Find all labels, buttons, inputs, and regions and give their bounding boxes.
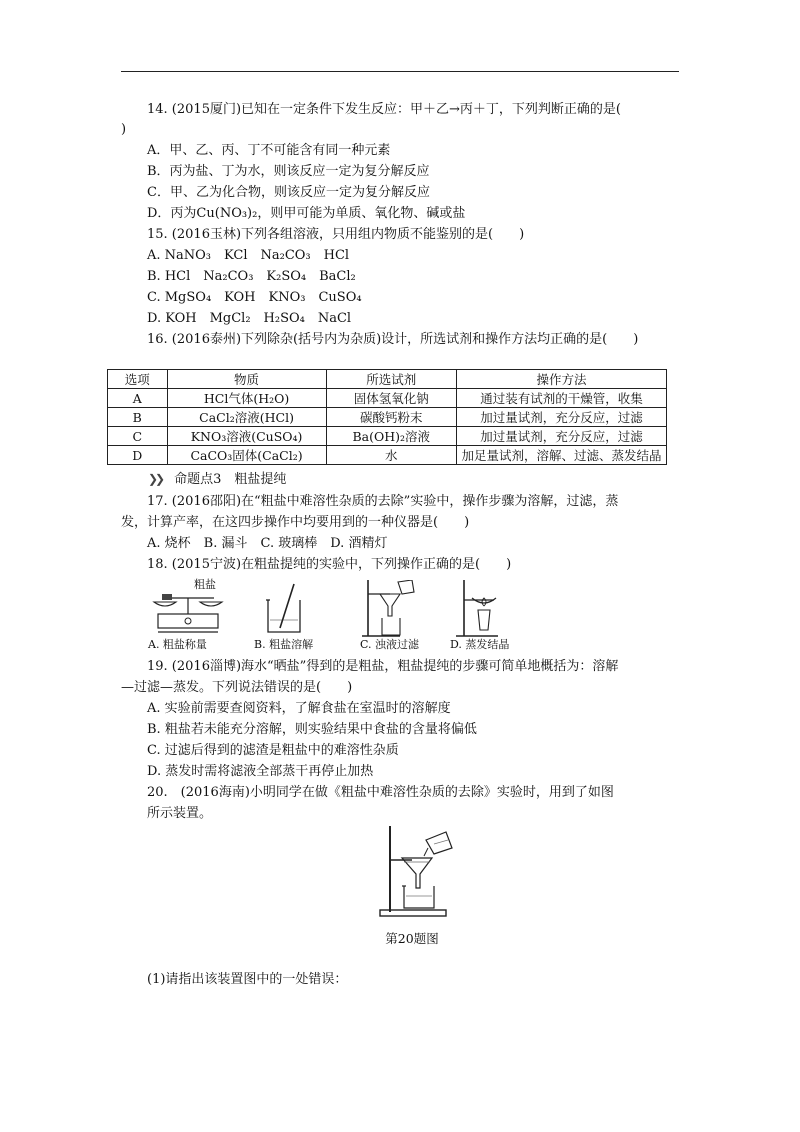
q20-figure-title: 第20题图 [385,931,439,946]
table-cell: CaCO₃固体(CaCl₂) [167,446,326,465]
caption-b: B. 粗盐溶解 [254,638,314,651]
q19-option-a: A. 实验前需要查阅资料，了解食盐在室温时的溶解度 [147,701,451,716]
q17-stem-cont: 发，计算产率，在这四步操作中均要用到的一种仪器是( ) [121,515,470,530]
table-cell: HCl气体(H₂O) [167,389,326,408]
table-row [108,389,667,408]
q19-option-d: D. 蒸发时需将滤液全部蒸干再停止加热 [147,764,374,779]
q20-stem-cont: 所示装置。 [147,806,213,821]
balance-figure [148,580,228,650]
table-cell: B [108,408,168,427]
coarse-salt-label: 粗盐 [194,578,216,591]
beaker-figure [254,580,334,650]
double-chevron-icon: ❯❯ [148,472,163,486]
q18-figures [148,580,508,650]
q14-option-c: C．甲、乙为化合物，则该反应一定为复分解反应 [147,185,430,200]
table-header-cell: 物质 [167,370,326,389]
table-cell: Ba(OH)₂溶液 [326,427,456,446]
section-heading [148,470,286,489]
filtration-apparatus-icon [372,822,472,920]
table-cell: 加过量试剂，充分反应，过滤 [456,408,666,427]
q16-stem: 16. (2016泰州)下列除杂(括号内为杂质)设计，所选试剂和操作方法均正确的是( ) [147,332,639,347]
filter-stand-icon [360,580,430,640]
table-header-row [108,370,667,389]
q15-stem: 15. (2016玉林)下列各组溶液，只用组内物质不能鉴别的是( ) [147,227,525,242]
q19-option-c: C. 过滤后得到的滤渣是粗盐中的难溶性杂质 [147,743,399,758]
table-cell: A [108,389,168,408]
q14-stem: 14. (2015厦门)已知在一定条件下发生反应：甲＋乙→丙＋丁，下列判断正确的是( [147,102,621,117]
table-cell: 固体氢氧化钠 [326,389,456,408]
q15-option-d: D. KOH MgCl₂ H₂SO₄ NaCl [147,311,352,326]
q17-stem: 17. (2016邵阳)在“粗盐中难溶性杂质的去除”实验中，操作步骤为溶解，过滤，蒸 [147,494,619,509]
q16-table [107,369,667,465]
table-cell: KNO₃溶液(CuSO₄) [167,427,326,446]
table-cell: C [108,427,168,446]
caption-c: C. 浊液过滤 [360,638,420,651]
evaporation-figure [450,580,530,650]
q15-option-b: B. HCl Na₂CO₃ K₂SO₄ BaCl₂ [147,269,356,284]
q19-stem: 19. (2016淄博)海水“晒盐”得到的是粗盐，粗盐提纯的步骤可简单地概括为：溶解 [147,659,619,674]
table-cell: 加过量试剂，充分反应，过滤 [456,427,666,446]
caption-a: A. 粗盐称量 [148,638,207,651]
table-cell: 水 [326,446,456,465]
q20-figure [372,822,472,920]
table-header-cell: 选项 [108,370,168,389]
q19-option-b: B. 粗盐若未能充分溶解，则实验结果中食盐的含量将偏低 [147,722,477,737]
table-cell: 碳酸钙粉末 [326,408,456,427]
q20-stem: 20. (2016海南)小明同学在做《粗盐中难溶性杂质的去除》实验时，用到了如图 [147,785,614,800]
beaker-stir-icon [254,580,314,636]
q14-stem-cont: ) [121,122,127,137]
table-cell: 加足量试剂，溶解、过滤、蒸发结晶 [456,446,666,465]
q17-option: A. 烧杯 B. 漏斗 C. 玻璃棒 D. 酒精灯 [147,536,388,551]
q20-subquestion-1: (1)请指出该装置图中的一处错误： [147,972,348,987]
q15-option-a: A. NaNO₃ KCl Na₂CO₃ HCl [147,248,350,263]
table-row [108,408,667,427]
caption-d: D. 蒸发结晶 [450,638,510,651]
evaporation-dish-icon [450,580,510,640]
top-rule [121,71,679,72]
table-row [108,446,667,465]
table-row [108,427,667,446]
table-cell: D [108,446,168,465]
balance-icon [148,580,228,636]
q15-option-c: C. MgSO₄ KOH KNO₃ CuSO₄ [147,290,362,305]
q18-stem: 18. (2015宁波)在粗盐提纯的实验中，下列操作正确的是( ) [147,557,512,572]
section-title: 命题点3 粗盐提纯 [174,472,287,487]
q14-option-a: A．甲、乙、丙、丁不可能含有同一种元素 [147,143,391,158]
table-header-cell: 所选试剂 [326,370,456,389]
filtration-figure [360,580,440,650]
table-header-cell: 操作方法 [456,370,666,389]
q14-option-d: D．丙为Cu(NO₃)₂，则甲可能为单质、氧化物、碱或盐 [147,206,466,221]
table-cell: CaCl₂溶液(HCl) [167,408,326,427]
q14-option-b: B．丙为盐、丁为水，则该反应一定为复分解反应 [147,164,430,179]
table-cell: 通过装有试剂的干燥管，收集 [456,389,666,408]
q19-stem-cont: —过滤—蒸发。下列说法错误的是( ) [121,680,353,695]
